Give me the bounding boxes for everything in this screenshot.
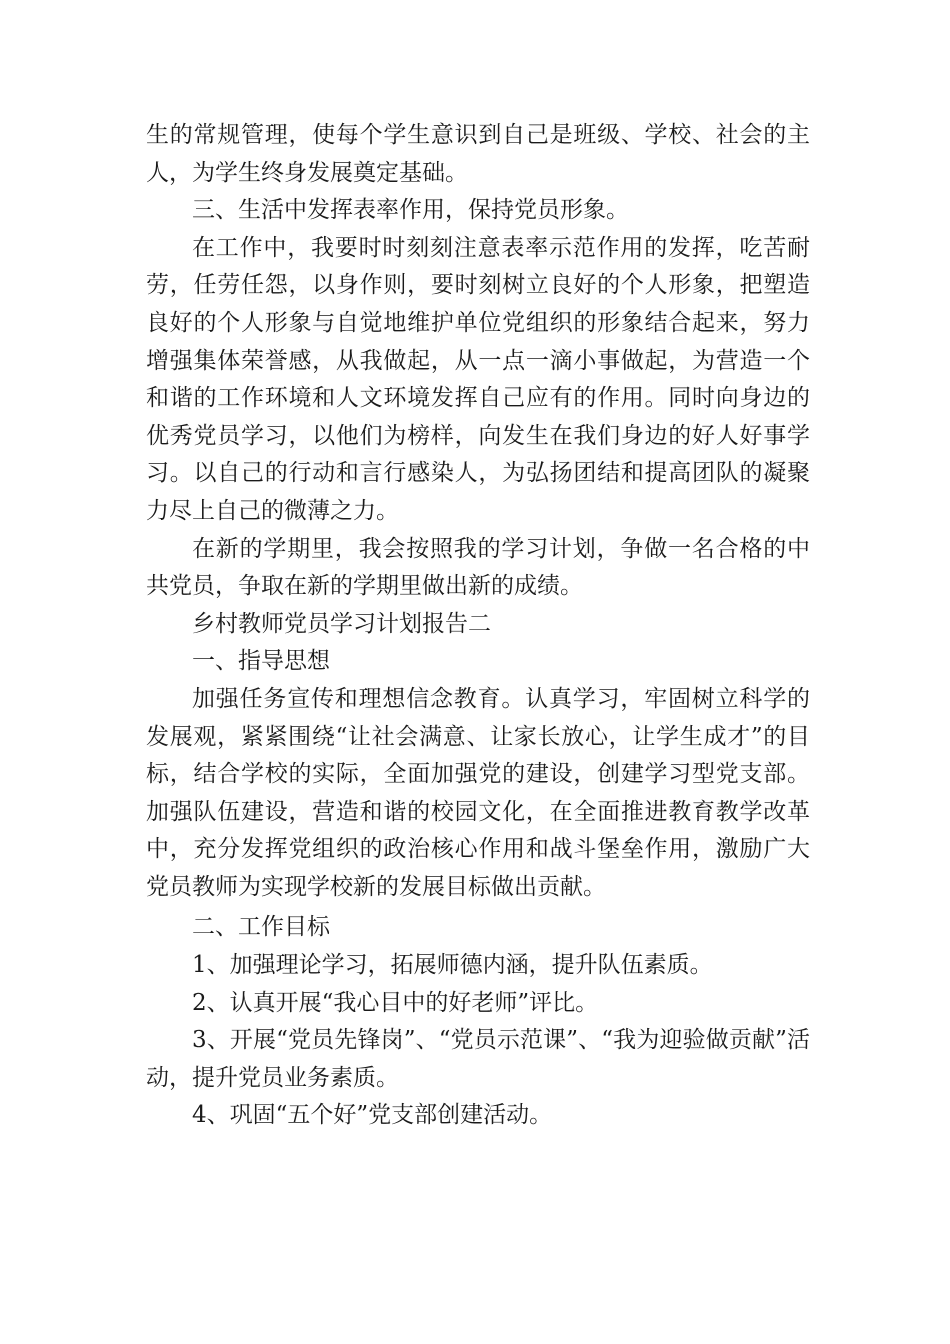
- section-heading-3: 三、生活中发挥表率作用，保持党员形象。: [192, 197, 629, 224]
- paragraph-new-semester: 在新的学期里，我会按照我的学习计划，争做一名合格的中共党员，争取在新的学期里做出新的成绩。: [146, 535, 810, 600]
- goal-item-3: 3、开展“党员先锋岗”、“党员示范课”、“我为迎验做贡献”活动，提升党员业务素质。: [146, 1027, 810, 1091]
- goal-item-4: 4、巩固“五个好”党支部创建活动。: [192, 1102, 553, 1129]
- goal-item-1: 1、加强理论学习，拓展师德内涵，提升队伍素质。: [192, 952, 713, 979]
- paragraph-guiding-thought: 加强任务宣传和理想信念教育。认真学习，牢固树立科学的发展观，紧紧围绕“让社会满意、让家长放心，让学生成才”的目标，结合学校的实际，全面加强党的建设，创建学习型党支部。加强队伍建设，营造和谐的校园文化，在全面推进教育教学改革中，充分发挥党组织的政治核心作用和战斗堡垒作用，激励广大党员教师为实现学校新的发展目标做出贡献。: [146, 685, 810, 900]
- report-title: 乡村教师党员学习计划报告二: [192, 610, 491, 637]
- goal-item-2: 2、认真开展“我心目中的好老师”评比。: [192, 989, 599, 1016]
- paragraph-continued: 生的常规管理，使每个学生意识到自己是班级、学校、社会的主人，为学生终身发展奠定基础。: [146, 122, 810, 186]
- section-heading-guiding-thought: 一、指导思想: [192, 648, 330, 675]
- section-heading-work-goals: 二、工作目标: [192, 914, 330, 941]
- paragraph-role-model: 在工作中，我要时时刻刻注意表率示范作用的发挥，吃苦耐劳，任劳任怨，以身作则，要时刻树立良好的个人形象，把塑造良好的个人形象与自觉地维护单位党组织的形象结合起来，努力增强集体荣誉感，从我做起，从一点一滴小事做起，为营造一个和谐的工作环境和人文环境发挥自己应有的作用。同时向身边的优秀党员学习，以他们为榜样，向发生在我们身边的好人好事学习。以自己的行动和言行感染人，为弘扬团结和提高团队的凝聚力尽上自己的微薄之力。: [146, 234, 810, 524]
- document-page: [146, 117, 810, 1135]
